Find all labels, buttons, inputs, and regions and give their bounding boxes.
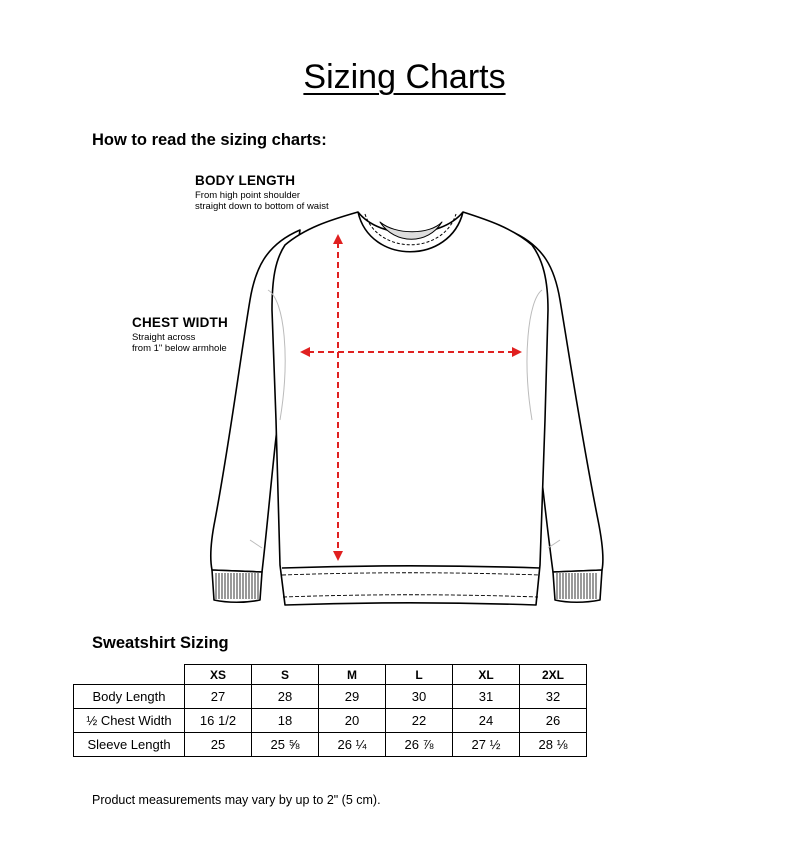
table-row <box>74 685 587 709</box>
table-cell: 18 <box>252 709 319 733</box>
table-cell: 27 ½ <box>453 733 520 757</box>
header-blank <box>74 665 185 685</box>
table-cell: 31 <box>453 685 520 709</box>
table-cell: 26 <box>520 709 587 733</box>
table-cell: 28 <box>252 685 319 709</box>
chest-width-label: CHEST WIDTH <box>132 315 228 330</box>
size-header: S <box>252 665 319 685</box>
size-header: 2XL <box>520 665 587 685</box>
row-label: ½ Chest Width <box>74 709 185 733</box>
chest-width-desc-1: Straight across <box>132 332 196 343</box>
body-length-desc-2: straight down to bottom of waist <box>195 201 329 212</box>
row-label: Sleeve Length <box>74 733 185 757</box>
how-to-heading: How to read the sizing charts: <box>92 131 327 149</box>
body-length-label: BODY LENGTH <box>195 173 296 188</box>
row-label: Body Length <box>74 685 185 709</box>
chest-width-desc-2: from 1" below armhole <box>132 343 227 354</box>
sizing-table <box>73 664 587 757</box>
table-cell: 24 <box>453 709 520 733</box>
sizing-heading: Sweatshirt Sizing <box>92 634 229 652</box>
size-header: M <box>319 665 386 685</box>
size-header: XS <box>185 665 252 685</box>
table-cell: 26 ¼ <box>319 733 386 757</box>
page-title: Sizing Charts <box>303 58 506 96</box>
size-header: L <box>386 665 453 685</box>
footer-note: Product measurements may vary by up to 2" (5 cm). <box>92 793 381 807</box>
table-cell: 26 ⅞ <box>386 733 453 757</box>
table-cell: 22 <box>386 709 453 733</box>
table-cell: 25 ⅝ <box>252 733 319 757</box>
table-cell: 25 <box>185 733 252 757</box>
table-row <box>74 709 587 733</box>
table-cell: 30 <box>386 685 453 709</box>
size-header: XL <box>453 665 520 685</box>
body-length-desc-1: From high point shoulder <box>195 190 301 201</box>
table-cell: 32 <box>520 685 587 709</box>
body <box>272 212 548 605</box>
table-cell: 16 1/2 <box>185 709 252 733</box>
table-row <box>74 733 587 757</box>
table-cell: 28 ⅛ <box>520 733 587 757</box>
table-cell: 27 <box>185 685 252 709</box>
table-cell: 20 <box>319 709 386 733</box>
table-cell: 29 <box>319 685 386 709</box>
size-header-row <box>74 665 587 685</box>
